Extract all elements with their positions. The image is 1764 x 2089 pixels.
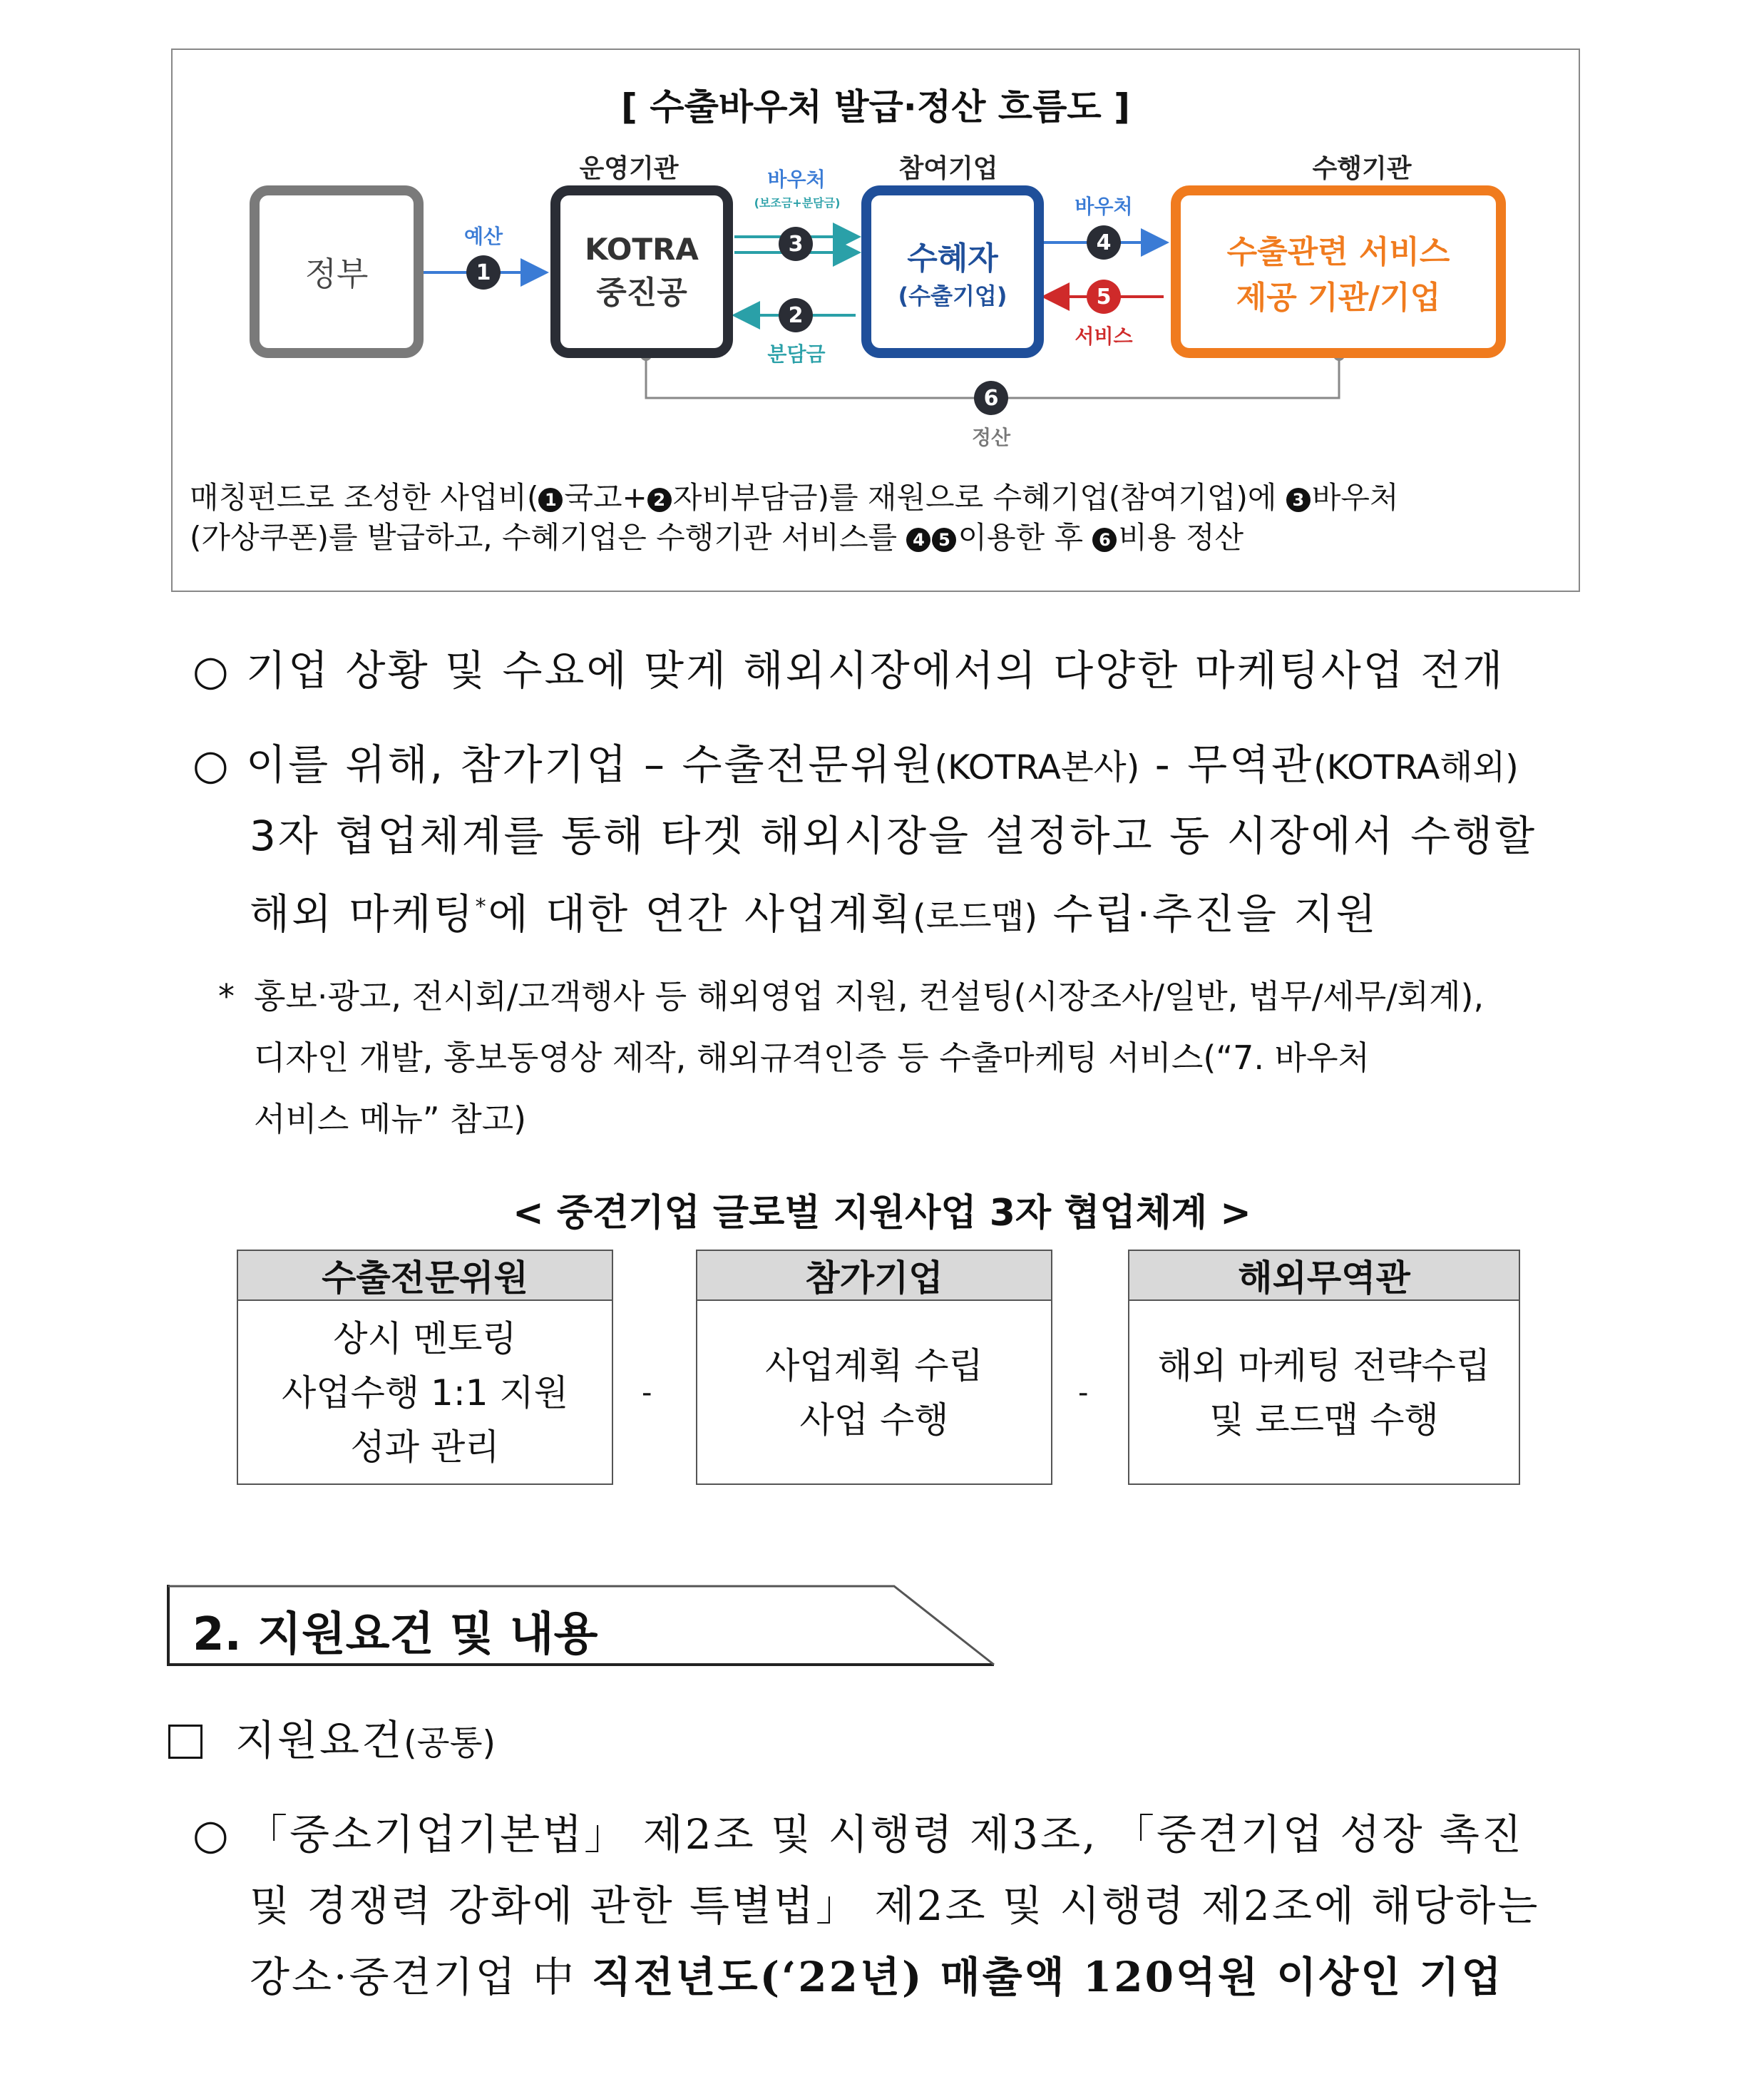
requirements-heading-sub: (공통) <box>404 1724 496 1763</box>
label-settle: 정산 <box>971 426 1011 449</box>
org-label-participating: 참여기업 <box>898 154 998 183</box>
step-circle-5: 5 <box>1087 280 1121 314</box>
collab-box-overseas <box>1128 1250 1520 1485</box>
note-text: 매칭펀드로 조성한 사업비( <box>190 480 539 515</box>
collab-overseas-line: 및 로드맵 수행 <box>1209 1399 1439 1441</box>
label-voucher: 바우처 <box>767 168 826 191</box>
para2-line3-c: (로드맵) <box>913 897 1038 937</box>
collab-advisor-line: 성과 관리 <box>350 1426 500 1468</box>
collab-advisor-line: 상시 멘토링 <box>333 1318 517 1359</box>
paragraph-collab-line-2: 3자 협업체계를 통해 타겟 해외시장을 설정하고 동 시장에서 수행할 <box>250 812 1537 860</box>
para2-line1-a: ○ 이를 위해, 참가기업 – 수출전문위원 <box>193 740 935 789</box>
footnote-line-3: 서비스 메뉴” 참고) <box>254 1100 527 1138</box>
note-text: (가상쿠폰)를 발급하고, 수혜기업은 수행기관 서비스를 <box>190 520 907 555</box>
note-text: 비용 정산 <box>1118 520 1244 555</box>
step-circle-6: 6 <box>974 381 1008 415</box>
requirements-line-1: ○ 「중소기업기본법」 제2조 및 시행령 제3조, 「중견기업 성장 촉진 <box>193 1810 1524 1859</box>
note-text: 바우처 <box>1311 480 1399 515</box>
org-label-operating: 운영기관 <box>579 154 679 183</box>
requirements-line-2: 및 경쟁력 강화에 관한 특별법」 제2조 및 시행령 제2조에 해당하는 <box>250 1881 1540 1930</box>
collab-body-company <box>697 1301 1051 1485</box>
collab-title: < 중견기업 글로벌 지원사업 3자 협업체계 > <box>513 1192 1251 1235</box>
para2-line3-b: 에 대한 연간 사업계획 <box>488 889 913 939</box>
label-service: 서비스 <box>1075 325 1133 348</box>
collab-head-company: 참가기업 <box>697 1251 1051 1301</box>
note-text: 국고+ <box>564 480 647 515</box>
node-government <box>250 185 424 358</box>
paragraph-collab-line-3 <box>250 872 1604 953</box>
node-kotra-label-1: KOTRA <box>585 231 699 267</box>
flow-note-line-2 <box>190 518 1566 558</box>
step-circle-2: 2 <box>779 298 813 332</box>
step-circle-4: 4 <box>1087 225 1121 260</box>
collab-company-line: 사업 수행 <box>799 1399 949 1441</box>
para2-line3-d: 수립·추진을 지원 <box>1037 889 1378 939</box>
paragraph-marketing: ○ 기업 상황 및 수요에 맞게 해외시장에서의 다양한 마케팅사업 전개 <box>193 646 1505 695</box>
collab-box-company <box>696 1250 1052 1485</box>
requirements-heading <box>235 1705 496 1779</box>
collab-separator: - <box>1078 1377 1089 1409</box>
collab-head-overseas: 해외무역관 <box>1129 1251 1519 1301</box>
para2-line1-c: - 무역관 <box>1139 740 1314 789</box>
collab-company-line: 사업계획 수립 <box>765 1345 983 1386</box>
collab-body-advisor <box>238 1301 612 1485</box>
numbered-bullet: 4 <box>906 528 930 552</box>
requirements-heading-label: 지원요건 <box>235 1716 404 1764</box>
footnote-line-2: 디자인 개발, 홍보동영상 제작, 해외규격인증 등 수출마케팅 서비스(“7. 바우처 <box>254 1038 1370 1077</box>
label-budget: 예산 <box>463 225 503 248</box>
label-share: 분담금 <box>767 342 826 366</box>
numbered-bullet: 2 <box>647 488 672 512</box>
label-voucher-sub: (보조금+분담금) <box>754 196 841 210</box>
requirements-line-3-a: 강소·중견기업 中 <box>250 1953 592 2001</box>
collab-overseas-line: 해외 마케팅 전략수립 <box>1157 1345 1491 1386</box>
para2-line3-a: 해외 마케팅 <box>250 889 476 939</box>
node-recipient <box>861 185 1044 358</box>
node-kotra <box>550 185 733 358</box>
node-provider-label-1: 수출관련 서비스 <box>1226 234 1450 270</box>
flow-title: [ 수출바우처 발급·정산 흐름도 ] <box>621 86 1130 128</box>
note-text: 이용한 후 <box>958 520 1093 555</box>
paragraph-collab-line-1 <box>193 729 1619 804</box>
requirements-line-3 <box>250 1941 1604 2013</box>
flow-note-line-1 <box>190 478 1566 518</box>
collab-head-advisor: 수출전문위원 <box>238 1251 612 1301</box>
node-government-label: 정부 <box>304 255 369 293</box>
node-provider-label-2: 제공 기관/기업 <box>1236 280 1441 316</box>
requirements-line-3-b: 직전년도(‘22년) 매출액 120억원 이상인 기업 <box>591 1953 1504 2001</box>
checkbox-square-icon <box>168 1725 202 1759</box>
collab-separator: - <box>642 1377 652 1409</box>
footnote-line-1: 홍보·광고, 전시회/고객행사 등 해외영업 지원, 컨설팅(시장조사/일반, 법무/세무/회계), <box>254 977 1484 1016</box>
para2-line3-sup: * <box>475 894 488 919</box>
para2-line1-b: (KOTRA본사) <box>934 748 1140 787</box>
numbered-bullet: 6 <box>1092 528 1117 552</box>
step-circle-3: 3 <box>779 227 813 261</box>
numbered-bullet: 1 <box>538 488 563 512</box>
voucher-flow-chart <box>171 48 1580 592</box>
collab-box-advisor <box>237 1250 613 1485</box>
step-circle-1: 1 <box>466 255 501 290</box>
footnote-mark: * <box>218 977 235 1016</box>
org-label-executing: 수행기관 <box>1312 154 1412 183</box>
note-text: 자비부담금)를 재원으로 수혜기업(참여기업)에 <box>672 480 1286 515</box>
node-provider <box>1171 185 1506 358</box>
numbered-bullet: 3 <box>1286 488 1311 512</box>
numbered-bullet: 5 <box>932 528 956 552</box>
section-title: 2. 지원요건 및 내용 <box>193 1608 598 1661</box>
label-voucher-2: 바우처 <box>1075 195 1133 218</box>
collab-advisor-line: 사업수행 1:1 지원 <box>281 1372 569 1414</box>
collab-body-overseas <box>1129 1301 1519 1485</box>
node-recipient-label-2: (수출기업) <box>898 282 1007 310</box>
para2-line1-d: (KOTRA해외) <box>1313 748 1519 787</box>
node-kotra-label-2: 중진공 <box>596 274 687 311</box>
node-recipient-label-1: 수혜자 <box>907 240 998 277</box>
